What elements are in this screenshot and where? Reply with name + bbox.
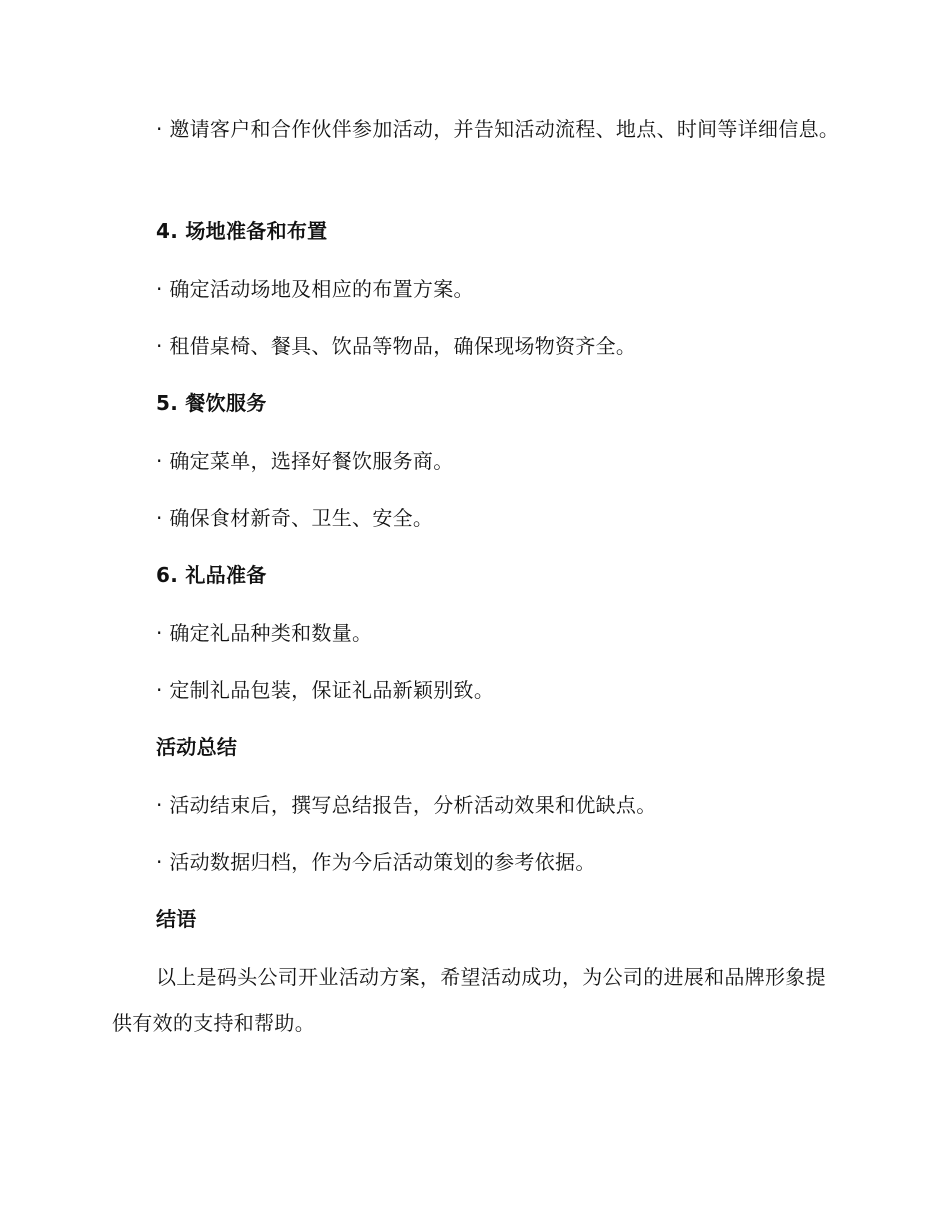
bullet-venue-plan: · 确定活动场地及相应的布置方案。 [156, 277, 474, 301]
section-heading-venue: 4. 场地准备和布置 [156, 219, 328, 243]
section-heading-conclusion: 结语 [156, 907, 197, 931]
bullet-gift-types: · 确定礼品种类和数量。 [156, 621, 373, 645]
bullet-data-archive: · 活动数据归档，作为今后活动策划的参考依据。 [156, 850, 596, 874]
conclusion-paragraph: 以上是码头公司开业活动方案，希望活动成功，为公司的进展和品牌形象提供有效的支持和帮助。 [112, 965, 826, 1035]
section-heading-gifts: 6. 礼品准备 [156, 563, 267, 587]
bullet-food-safety: · 确保食材新奇、卫生、安全。 [156, 506, 434, 530]
bullet-gift-packaging: · 定制礼品包装，保证礼品新颖别致。 [156, 678, 495, 702]
bullet-menu: · 确定菜单，选择好餐饮服务商。 [156, 449, 454, 473]
bullet-invite-clients: · 邀请客户和合作伙伴参加活动，并告知活动流程、地点、时间等详细信息。 [156, 117, 840, 141]
section-heading-summary: 活动总结 [156, 735, 238, 759]
bullet-rent-supplies: · 租借桌椅、餐具、饮品等物品，确保现场物资齐全。 [156, 334, 637, 358]
bullet-summary-report: · 活动结束后，撰写总结报告，分析活动效果和优缺点。 [156, 793, 657, 817]
section-heading-catering: 5. 餐饮服务 [156, 391, 267, 415]
